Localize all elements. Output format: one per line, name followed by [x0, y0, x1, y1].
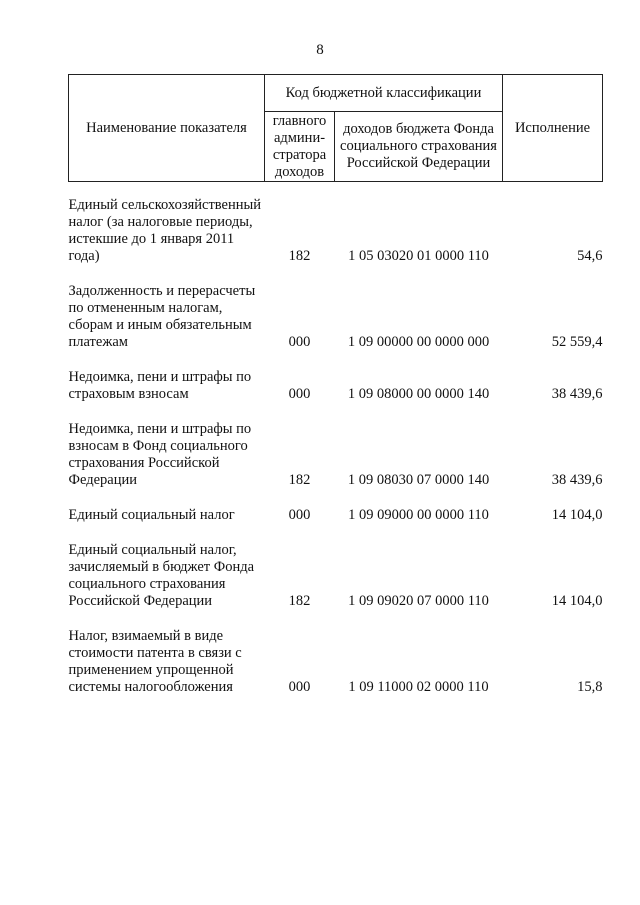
row-classification-code: 1 09 08000 00 0000 140 [347, 386, 490, 402]
row-classification-code: 1 09 09000 00 0000 110 [348, 507, 489, 523]
column-header-execution: Исполнение [503, 75, 603, 182]
row-execution-value: 14 104,0 [551, 593, 603, 609]
page-number: 8 [316, 42, 324, 58]
row-execution-value: 38 439,6 [551, 472, 603, 488]
row-classification-code: 1 09 11000 02 0000 110 [348, 679, 489, 695]
row-name: Налог, взимаемый в виде стоимости патента в связи с применением упрощенной системы налогообложения [68, 628, 242, 695]
row-execution-value: 14 104,0 [551, 507, 603, 523]
column-header-admin: главного админи-стратора доходов [265, 112, 335, 182]
row-execution-value: 54,6 [577, 248, 603, 264]
row-execution-value: 15,8 [577, 679, 603, 695]
row-name: Единый сельскохозяйственный налог (за налоговые периоды, истекшие до 1 января 2011 года) [68, 197, 262, 264]
row-name: Недоимка, пени и штрафы по взносам в Фонд социального страхования Российской Федерации [68, 421, 252, 488]
row-admin-code: 182 [288, 472, 311, 488]
row-admin-code: 000 [288, 386, 311, 402]
budget-revenue-table [68, 74, 603, 696]
table-row [69, 182, 603, 266]
row-execution-value: 52 559,4 [551, 334, 603, 350]
table-row [69, 610, 603, 696]
table-row [69, 403, 603, 489]
row-name: Единый социальный налог [68, 507, 235, 523]
column-header-classification: Код бюджетной классификации [265, 75, 503, 112]
row-admin-code: 182 [288, 248, 311, 264]
row-admin-code: 000 [288, 334, 311, 350]
table-row [69, 265, 603, 351]
column-header-income-code: доходов бюджета Фонда социального страхования Российской Федерации [335, 112, 503, 182]
row-admin-code: 182 [288, 593, 311, 609]
row-name: Единый социальный налог, зачисляемый в бюджет Фонда социального страхования Российской Федерации [68, 542, 255, 609]
table-row [69, 524, 603, 610]
row-name: Недоимка, пени и штрафы по страховым взносам [68, 369, 252, 402]
row-classification-code: 1 09 00000 00 0000 000 [347, 334, 490, 350]
row-name: Задолженность и перерасчеты по отмененным налогам, сборам и иным обязательным платежам [68, 283, 256, 350]
row-admin-code: 000 [288, 679, 311, 695]
table-row [69, 351, 603, 403]
row-classification-code: 1 05 03020 01 0000 110 [348, 248, 489, 264]
row-admin-code: 000 [288, 507, 311, 523]
column-header-name: Наименование показателя [69, 75, 265, 182]
row-execution-value: 38 439,6 [551, 386, 603, 402]
row-classification-code: 1 09 09020 07 0000 110 [348, 593, 489, 609]
row-classification-code: 1 09 08030 07 0000 140 [347, 472, 490, 488]
table-row [69, 489, 603, 524]
